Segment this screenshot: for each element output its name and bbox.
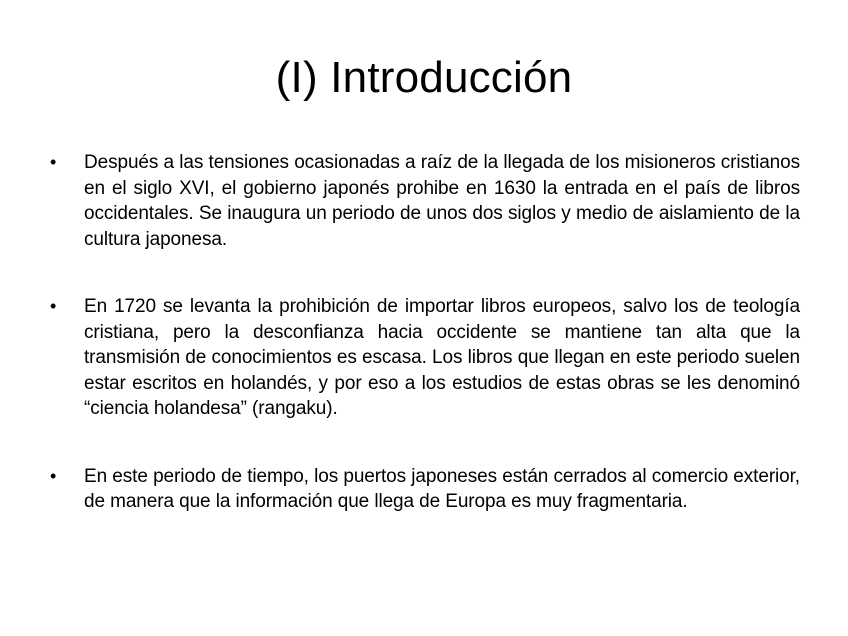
bullet-item-2 xyxy=(48,294,800,422)
bullet-item-3 xyxy=(48,464,800,515)
bullet-text: En 1720 se levanta la prohibición de importar libros europeos, salvo los de teología cristiana, pero la desconfianza hacia occidente se mantiene tan alta que la transmisión de conocimientos es escasa. Los libros que llegan en este periodo suelen estar escritos en holandés, y por eso a los estudios de estas obras se les denominó “ciencia holandesa” (rangaku). xyxy=(84,296,800,419)
bullet-icon: • xyxy=(50,465,57,486)
bullet-text: Después a las tensiones ocasionadas a raíz de la llegada de los misioneros cristianos en el siglo XVI, el gobierno japonés prohibe en 1630 la entrada en el país de libros occidentales. Se inaugura un periodo de unos dos siglos y medio de aislamiento de la cultura japonesa. xyxy=(84,152,800,250)
bullet-item-1 xyxy=(48,150,800,252)
bullet-text: En este periodo de tiempo, los puertos japoneses están cerrados al comercio exterior, de manera que la información que llega de Europa es muy fragmentaria. xyxy=(84,465,800,512)
slide-title: (I) Introducción xyxy=(275,53,573,102)
bullet-icon: • xyxy=(50,152,57,172)
bullet-icon: • xyxy=(50,296,57,316)
bullet-list xyxy=(48,150,800,557)
